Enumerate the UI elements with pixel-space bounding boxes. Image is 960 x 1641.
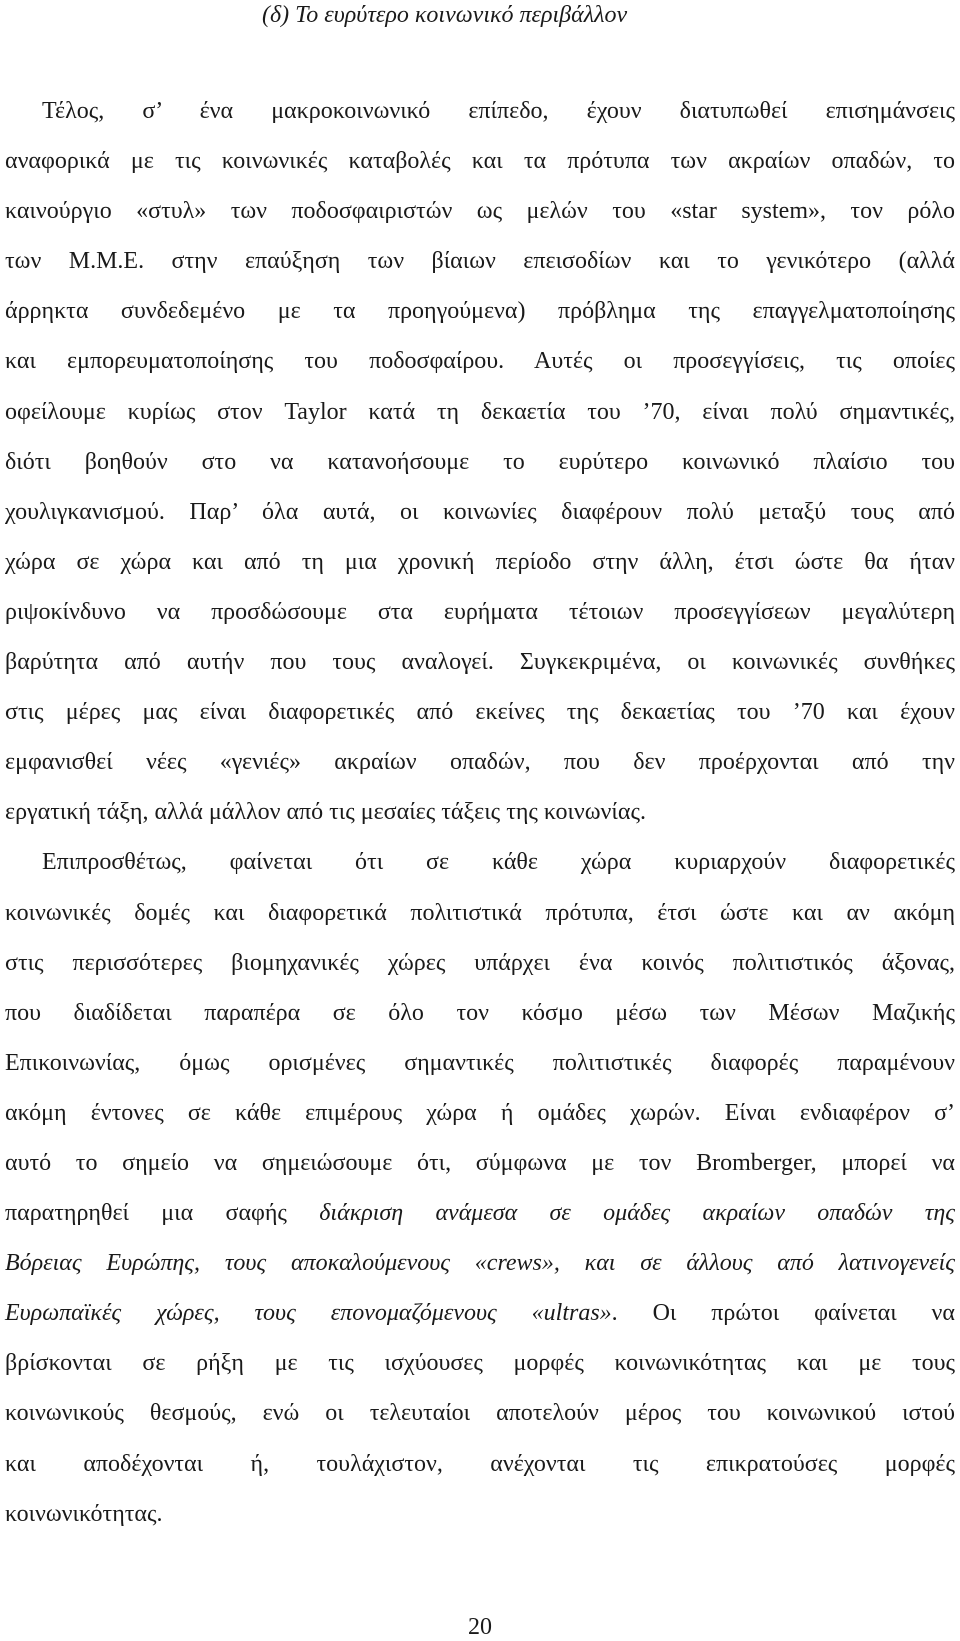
paragraph-1 <box>5 86 955 837</box>
text-line: εμφανισθεί νέες «γενιές» ακραίων οπαδών, που δεν προέρχονται από την <box>5 749 955 776</box>
text-line: βαρύτητα από αυτήν που τους αναλογεί. Συγκεκριμένα, οι κοινωνικές συνθήκες <box>5 649 955 676</box>
italic-text: Βόρειας Ευρώπης, τους αποκαλούμενους «crews», και σε άλλους από λατινογενείς <box>5 1250 955 1277</box>
page-number: 20 <box>468 1614 492 1640</box>
text-line: ριψοκίνδυνο να προσδώσουμε στα ευρήματα τέτοιων προσεγγίσεων μεγαλύτερη <box>5 598 955 625</box>
text-line: και αποδέχονται ή, τουλάχιστον, ανέχονται τις επικρατούσες μορφές <box>5 1450 955 1477</box>
text-line: καινούργιο «στυλ» των ποδοσφαιριστών ως μελών του «star system», τον ρόλο <box>5 198 955 225</box>
text-line: κοινωνικούς θεσμούς, ενώ οι τελευταίοι αποτελούν μέρος του κοινωνικού ιστού <box>5 1400 955 1427</box>
text-line: ακόμη έντονες σε κάθε επιμέρους χώρα ή ομάδες χωρών. Είναι ενδιαφέρον σ’ <box>5 1099 955 1126</box>
paragraph-2 <box>5 837 955 1538</box>
text-line <box>5 1238 955 1288</box>
text-line: διότι βοηθούν στο να κατανοήσουμε το ευρύτερο κοινωνικό πλαίσιο του <box>5 448 955 475</box>
text-line: κοινωνικότητας. <box>5 1500 163 1527</box>
text-line: αναφορικά με τις κοινωνικές καταβολές και τα πρότυπα των ακραίων οπαδών, το <box>5 148 955 175</box>
text-line: αυτό το σημείο να σημειώσουμε ότι, σύμφωνα με τον Bromberger, μπορεί να <box>5 1149 955 1176</box>
document-page <box>5 0 955 1539</box>
text-line: Τέλος, σ’ ένα μακροκοινωνικό επίπεδο, έχουν διατυπωθεί επισημάνσεις <box>42 98 955 124</box>
text-line: Επιπροσθέτως, φαίνεται ότι σε κάθε χώρα κυριαρχούν διαφορετικές <box>42 849 955 876</box>
text-line: εργατική τάξη, αλλά μάλλον από τις μεσαίες τάξεις της κοινωνίας. <box>5 799 646 826</box>
text-line: και εμπορευματοποίησης του ποδοσφαίρου. Αυτές οι προσεγγίσεις, τις οποίες <box>5 348 955 375</box>
text-line: βρίσκονται σε ρήξη με τις ισχύουσες μορφές κοινωνικότητας και με τους <box>5 1350 955 1377</box>
text-line: παρατηρηθεί μια σαφής διάκριση ανάμεσα σε ομάδες ακραίων οπαδών της <box>5 1200 956 1227</box>
text-line: οφείλουμε κυρίως στον Taylor κατά τη δεκαετία του ’70, είναι πολύ σημαντικές, <box>5 398 955 425</box>
text-line: στις περισσότερες βιομηχανικές χώρες υπάρχει ένα κοινός πολιτιστικός άξονας, <box>5 949 955 976</box>
text-line: Επικοινωνίας, όμως ορισμένες σημαντικές πολιτιστικές διαφορές παραμένουν <box>5 1049 955 1076</box>
text-line: των Μ.Μ.Ε. στην επαύξηση των βίαιων επεισοδίων και το γενικότερο (αλλά <box>5 248 955 275</box>
section-heading: (δ) Το ευρύτερο κοινωνικό περιβάλλον <box>262 2 628 28</box>
text-line: χώρα σε χώρα και από τη μια χρονική περίοδο στην άλλη, έτσι ώστε θα ήταν <box>5 548 955 575</box>
text-line: που διαδίδεται παραπέρα σε όλο τον κόσμο μέσω των Μέσων Μαζικής <box>5 999 955 1026</box>
text-line: κοινωνικές δομές και διαφορετικά πολιτιστικά πρότυπα, έτσι ώστε και αν ακόμη <box>5 899 955 926</box>
text-line: Ευρωπαϊκές χώρες, τους επονομαζόμενους «ultras». Οι πρώτοι φαίνεται να <box>5 1300 955 1327</box>
italic-text: διάκριση ανάμεσα σε ομάδες ακραίων οπαδών της <box>319 1200 956 1227</box>
italic-text: Ευρωπαϊκές χώρες, τους επονομαζόμενους «ultras» <box>5 1300 612 1327</box>
text-line: άρρηκτα συνδεδεμένο με τα προηγούμενα) πρόβλημα της επαγγελματοποίησης <box>5 298 955 325</box>
text-line: χουλιγκανισμού. Παρ’ όλα αυτά, οι κοινωνίες διαφέρουν πολύ μεταξύ τους από <box>5 498 955 525</box>
text-line: στις μέρες μας είναι διαφορετικές από εκείνες της δεκαετίας του ’70 και έχουν <box>5 699 955 726</box>
